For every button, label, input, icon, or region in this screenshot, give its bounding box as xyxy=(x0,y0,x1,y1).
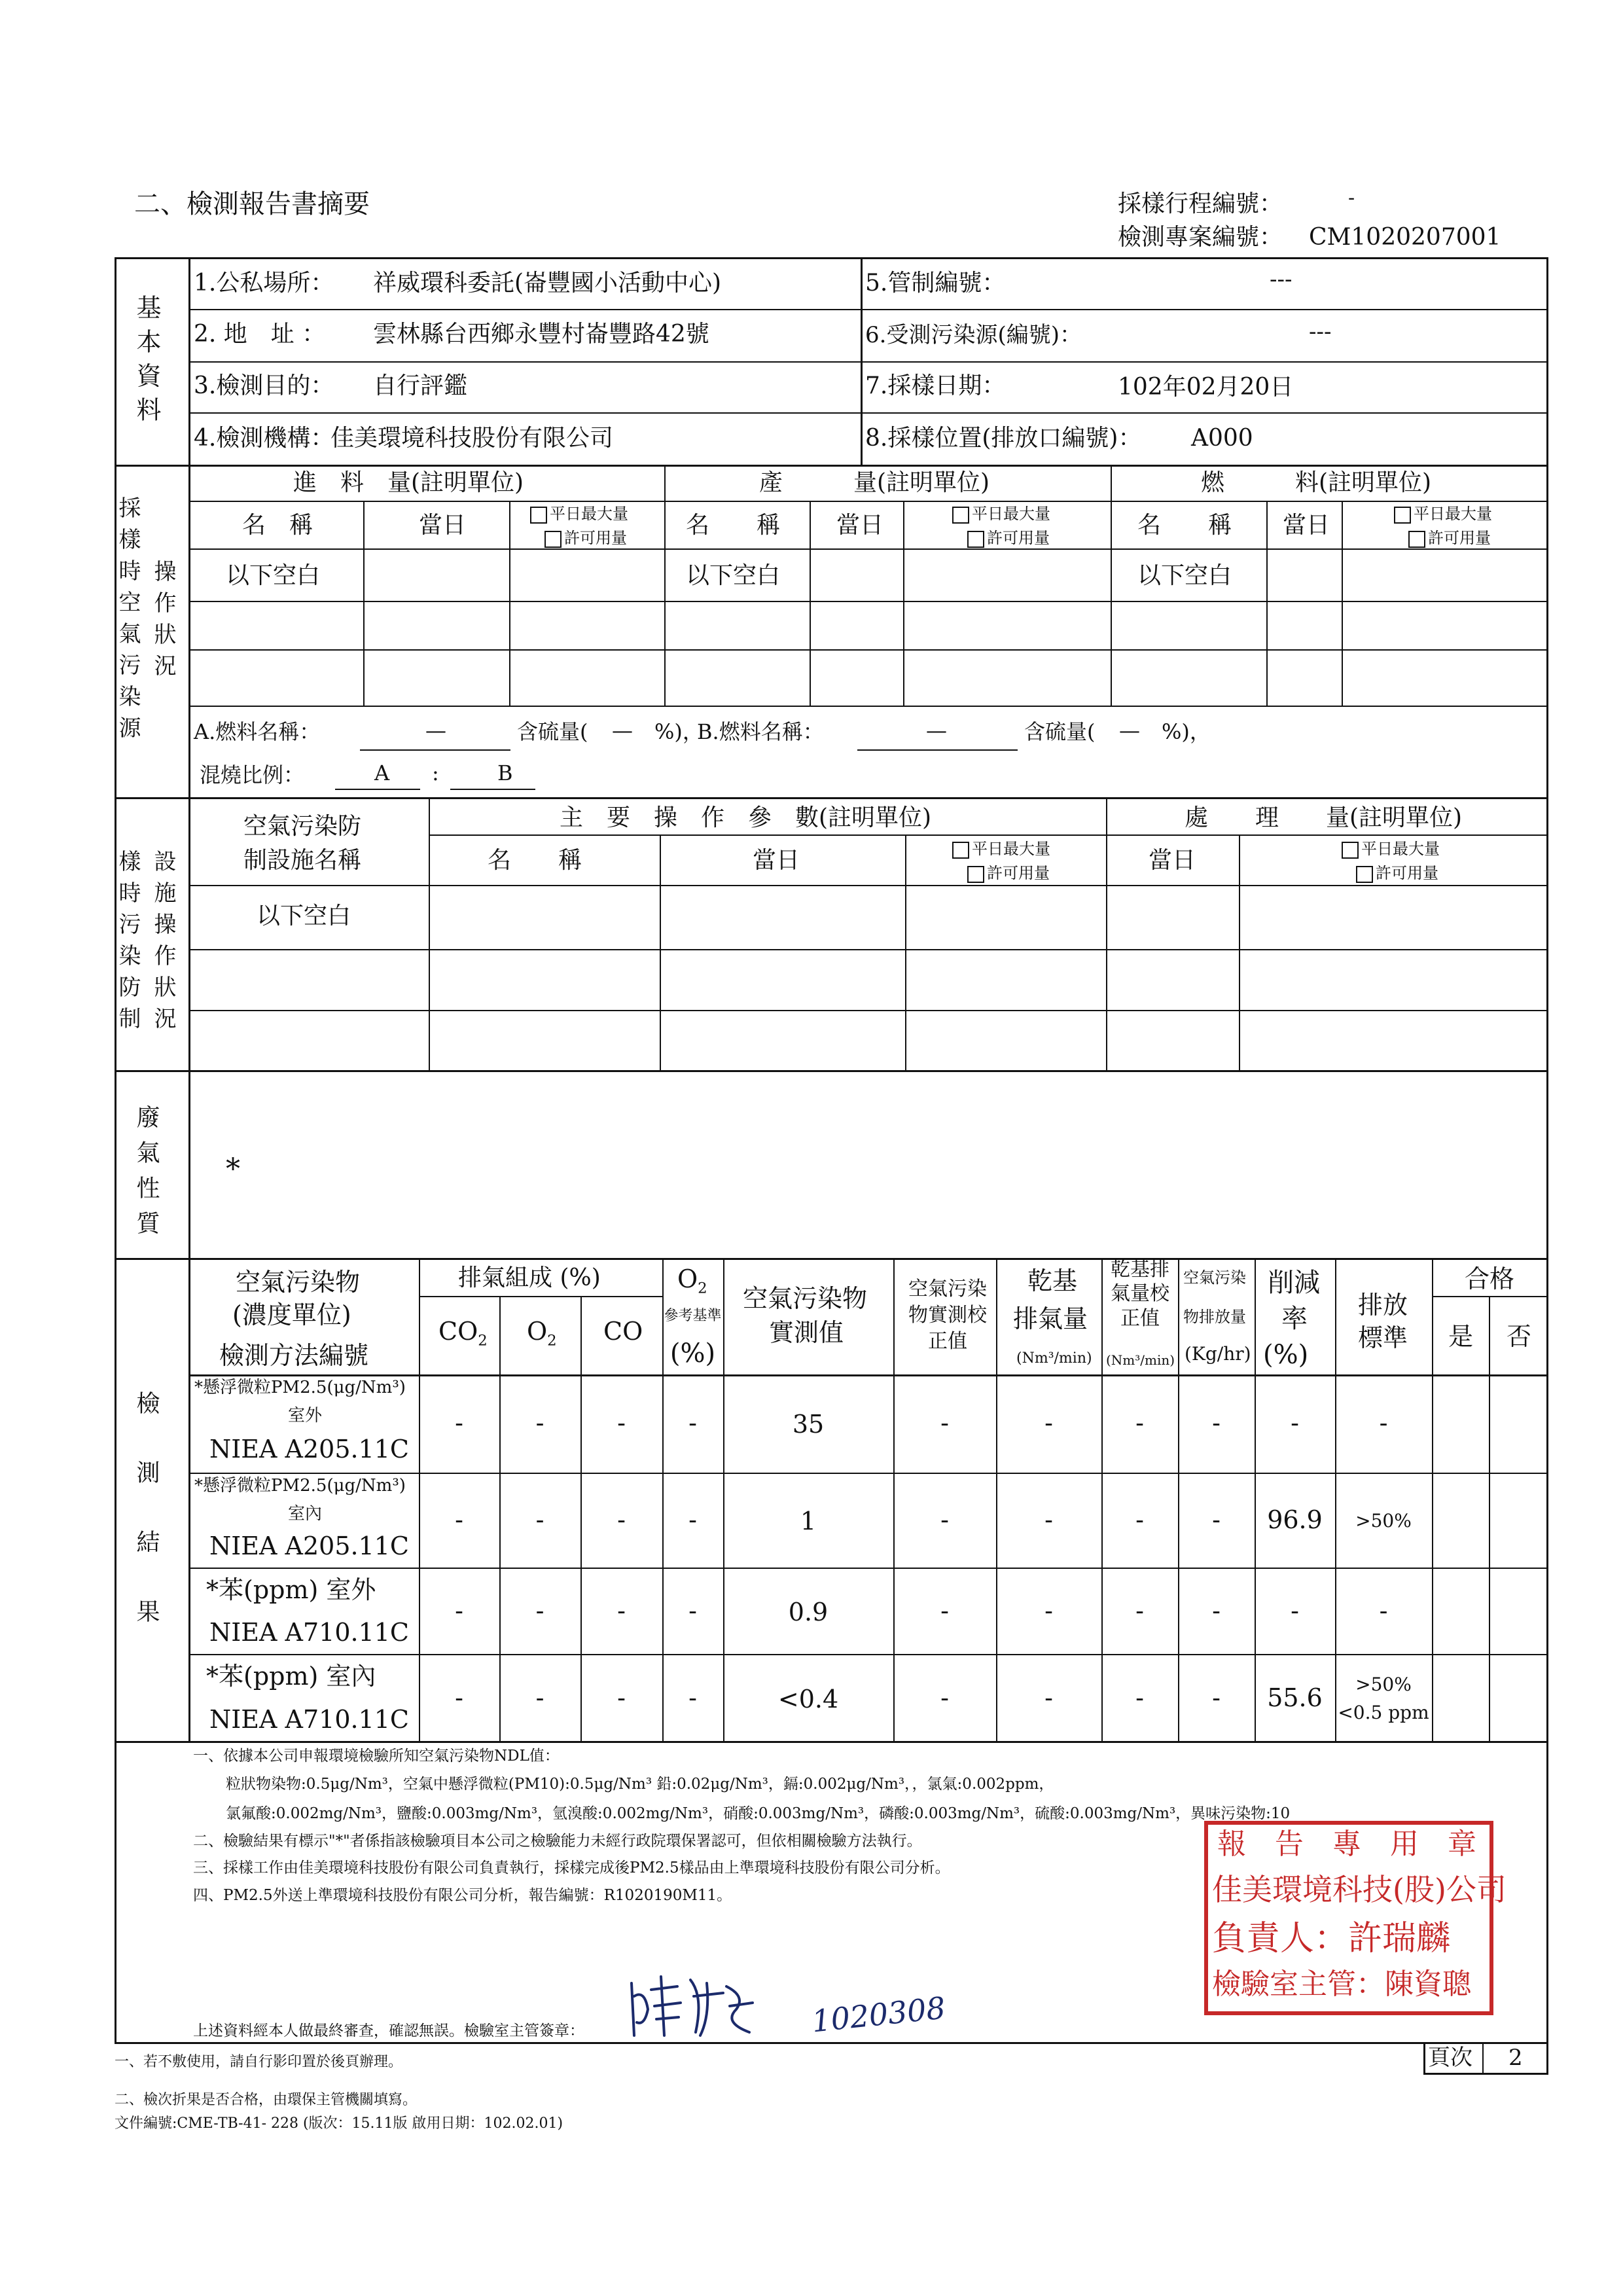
divider xyxy=(1111,465,1112,706)
dry-flow-corrected-header: 正值 xyxy=(1120,1307,1160,1330)
o2-reference-header: (%) xyxy=(669,1338,716,1369)
pollutant-header: 空氣污染物 xyxy=(236,1268,361,1297)
mix-ratio-colon: : xyxy=(432,761,439,785)
product-name-label: 名 稱 xyxy=(686,512,781,539)
divider xyxy=(1266,501,1268,706)
divider xyxy=(1335,1258,1336,1741)
corrected-header: 空氣污染 xyxy=(908,1278,987,1300)
divider xyxy=(1489,1296,1490,1741)
pass-header: 合格 xyxy=(1465,1265,1515,1293)
signature-scribble xyxy=(625,1970,821,2042)
measured-header: 空氣污染物 xyxy=(743,1284,868,1313)
corrected-header: 物實測校 xyxy=(908,1304,987,1327)
co-value: - xyxy=(617,1408,626,1437)
pollutant-name: *苯(ppm) 室內 xyxy=(206,1662,376,1691)
seal-line: 佳美環境科技(股)公司 xyxy=(1212,1872,1507,1907)
pollutant-header: (濃度單位) xyxy=(232,1300,351,1329)
basic-f7-label: 7.採樣日期： xyxy=(865,372,1006,399)
emission-rate-value: - xyxy=(1212,1683,1221,1712)
fuel-name-label: 名 稱 xyxy=(1137,512,1232,539)
divider xyxy=(188,1473,1546,1474)
operation-section-label: 採樣時空氣污染源 xyxy=(115,496,141,747)
fuel-a-value: — xyxy=(425,718,446,743)
emission-rate-header: (Kg/hr) xyxy=(1185,1343,1251,1365)
waste-gas-value: * xyxy=(226,1153,240,1186)
pollutant-location: 室內 xyxy=(288,1504,323,1524)
fuel-blank-note: 以下空白 xyxy=(1137,562,1232,589)
standard-value: - xyxy=(1379,1596,1388,1625)
emission-rate-value: - xyxy=(1212,1505,1221,1534)
o2-reference-value: - xyxy=(688,1408,697,1437)
basic-f1-label: 1.公私場所： xyxy=(194,270,334,296)
fuel-b-sulfur-unit: %)， xyxy=(1162,719,1211,744)
pass-yes-header: 是 xyxy=(1448,1322,1474,1351)
pass-no-header: 否 xyxy=(1507,1322,1532,1351)
mix-ratio-a: A xyxy=(374,761,390,785)
emission-rate-header: 空氣污染 xyxy=(1183,1268,1246,1287)
standard-value: >50% xyxy=(1355,1674,1412,1695)
divider xyxy=(429,797,430,1070)
checkbox-icon xyxy=(967,531,984,548)
corrected-value: - xyxy=(940,1408,949,1437)
basic-f3-label: 3.檢測目的： xyxy=(194,372,334,399)
feed-blank-note: 以下空白 xyxy=(226,562,321,589)
emission-rate-header: 物排放量 xyxy=(1183,1308,1246,1326)
divider xyxy=(115,797,1546,799)
co2-value: - xyxy=(455,1683,463,1712)
corrected-header: 正值 xyxy=(928,1330,967,1353)
checkbox-icon xyxy=(530,507,547,524)
product-header: 產 量(註明單位) xyxy=(759,469,990,496)
co-value: - xyxy=(617,1683,626,1712)
note-4: 四、PM2.5外送上準環境科技股份有限公司分析，報告編號：R1020190M11。 xyxy=(193,1887,732,1904)
fuel-max-daily: 平日最大量 xyxy=(1394,506,1492,524)
basic-f4-label: 4.檢測機構： xyxy=(194,425,334,452)
params-name-label: 名 稱 xyxy=(488,847,582,874)
seal-line: 報 告 專 用 章 xyxy=(1217,1827,1476,1861)
mix-ratio-b: B xyxy=(497,761,513,785)
co2-header: $CO_2$ xyxy=(438,1317,488,1350)
divider xyxy=(419,1296,662,1297)
divider xyxy=(810,501,811,706)
footer-note-2: 二、檢次折果是否合格，由環保主管機關填寫。 xyxy=(115,2092,418,2108)
checkbox-icon xyxy=(1394,507,1411,524)
reduction-value: - xyxy=(1291,1596,1299,1625)
emission-rate-value: - xyxy=(1212,1408,1221,1437)
basic-f5-label: 5.管制編號： xyxy=(865,270,1006,296)
waste-gas-section-label: 廢氣性質 xyxy=(133,1105,160,1246)
checkbox-icon xyxy=(1342,842,1359,859)
params-max-daily: 平日最大量 xyxy=(952,841,1050,859)
divider xyxy=(188,706,1546,707)
treatment-day-label: 當日 xyxy=(1149,847,1196,874)
reduction-header: 削減 xyxy=(1268,1268,1320,1298)
emission-rate-value: - xyxy=(1212,1596,1221,1625)
product-blank-note: 以下空白 xyxy=(686,562,781,589)
underline xyxy=(450,789,535,790)
method-code: NIEA A710.11C xyxy=(209,1705,410,1734)
o2-reference-value: - xyxy=(688,1505,697,1534)
o2-value: - xyxy=(535,1505,544,1534)
pollutant-name: *苯(ppm) 室外 xyxy=(206,1575,376,1604)
divider xyxy=(662,1258,664,1741)
divider xyxy=(1239,834,1240,1070)
feed-name-label: 名 稱 xyxy=(242,512,313,539)
dry-flow-value: - xyxy=(1044,1505,1053,1534)
pollutant-location: 室外 xyxy=(288,1406,323,1426)
divider xyxy=(905,834,906,1070)
facility-name-label: 空氣污染防 xyxy=(243,813,362,840)
mix-ratio-label: 混燒比例： xyxy=(200,762,305,787)
seal-line: 檢驗室主管：陳資聰 xyxy=(1212,1967,1471,2001)
dry-flow-value: - xyxy=(1044,1408,1053,1437)
params-permitted: 許可用量 xyxy=(967,865,1050,883)
note-3: 三、採樣工作由佳美環境科技股份有限公司負責執行，採樣完成後PM2.5樣品由上準環境科技股份有限公司分析。 xyxy=(193,1859,950,1876)
signature-label: 上述資料經本人做最終審查，確認無誤。檢驗室主管簽章： xyxy=(193,2022,584,2039)
basic-f2-value: 雲林縣台西鄉永豐村崙豐路42號 xyxy=(373,321,709,348)
basic-f1-value: 祥威環科委託(崙豐國小活動中心) xyxy=(373,270,722,296)
divider xyxy=(660,834,661,1070)
sampling-schedule-label: 採樣行程編號： xyxy=(1118,190,1283,217)
o2-reference-header: 參考基準 xyxy=(664,1308,722,1324)
method-code: NIEA A710.11C xyxy=(209,1618,410,1647)
divider xyxy=(188,1654,1546,1655)
dry-flow-value: - xyxy=(1044,1683,1053,1712)
control-section-label: 樣時污染防制 xyxy=(115,850,141,1038)
note-1b: 氯氟酸:0.002mg/Nm³，鹽酸:0.003mg/Nm³，氫溴酸:0.002mg/Nm³，硝酸:0.003mg/Nm³，磷酸:0.003mg/Nm³，硫酸:0.003mg/Nm³，異味污染物:10 xyxy=(226,1805,1291,1822)
report-title: 二、檢測報告書摘要 xyxy=(134,189,370,219)
divider xyxy=(188,1374,1546,1376)
params-day-label: 當日 xyxy=(753,847,800,874)
divider xyxy=(188,885,1546,886)
method-code: NIEA A205.11C xyxy=(209,1532,410,1560)
dry-flow-corrected-header: 氣量校 xyxy=(1111,1282,1169,1305)
standard-header: 排放 xyxy=(1358,1291,1408,1319)
seal-line: 負責人：許瑞麟 xyxy=(1212,1919,1451,1958)
measured-value: <0.4 xyxy=(777,1685,839,1713)
fuel-a-sulfur-value: — xyxy=(612,718,633,743)
divider xyxy=(429,834,1546,836)
divider xyxy=(1101,1258,1103,1741)
divider xyxy=(115,1070,1546,1072)
basic-section-label: 基本資料 xyxy=(132,295,161,431)
divider xyxy=(1106,797,1107,1070)
o2-reference-value: - xyxy=(688,1596,697,1625)
underline xyxy=(857,749,1018,751)
fuel-b-label: B.燃料名稱： xyxy=(697,719,824,744)
pollutant-name: *懸浮微粒PM2.5(μg/Nm³) xyxy=(194,1476,406,1496)
fuel-a-sulfur-label: 含硫量( xyxy=(517,719,588,744)
dry-flow-header: (Nm³/min) xyxy=(1016,1350,1092,1367)
basic-f6-value: --- xyxy=(1309,319,1332,345)
fuel-a-sulfur-unit: %)， xyxy=(654,719,704,744)
signature-date: 1020308 xyxy=(810,1990,948,2039)
control-section-label: 設施操作狀況 xyxy=(150,850,176,1038)
measured-value: 0.9 xyxy=(788,1598,829,1626)
divider xyxy=(509,501,510,706)
dry-flow-corrected-value: - xyxy=(1135,1505,1144,1534)
project-number-label: 檢測專案編號： xyxy=(1118,224,1283,251)
o2-reference-header: $O_2$ xyxy=(677,1265,707,1297)
checkbox-icon xyxy=(952,507,969,524)
control-blank-note: 以下空白 xyxy=(257,903,351,929)
fuel-permitted: 許可用量 xyxy=(1408,530,1491,548)
standard-value: >50% xyxy=(1355,1510,1412,1532)
pollutant-header: 檢測方法編號 xyxy=(219,1341,369,1370)
divider xyxy=(115,1258,1546,1260)
page-number-value: 2 xyxy=(1508,2045,1523,2071)
dry-flow-header: 排氣量 xyxy=(1013,1304,1088,1333)
measured-value: 35 xyxy=(792,1410,825,1439)
co-header: CO xyxy=(603,1317,643,1346)
fuel-b-sulfur-value: — xyxy=(1119,718,1140,743)
footer-note-1: 一、若不敷使用，請自行影印置於後頁辦理。 xyxy=(115,2054,403,2070)
co2-value: - xyxy=(455,1596,463,1625)
basic-f4-value: 佳美環境科技股份有限公司 xyxy=(330,425,614,452)
dry-flow-corrected-value: - xyxy=(1135,1408,1144,1437)
fuel-day-label: 當日 xyxy=(1283,512,1330,539)
results-section-label: 檢測結果 xyxy=(133,1391,160,1668)
divider xyxy=(1482,2042,1484,2073)
standard-header: 標準 xyxy=(1358,1323,1408,1352)
o2-header: $O_2$ xyxy=(527,1317,557,1350)
method-code: NIEA A205.11C xyxy=(209,1435,410,1463)
dry-flow-corrected-header: (Nm³/min) xyxy=(1106,1352,1175,1368)
note-2: 二、檢驗結果有標示"*"者係指該檢驗項目本公司之檢驗能力未經行政院環保署認可，但依相關檢驗方法執行。 xyxy=(193,1833,922,1850)
underline xyxy=(360,749,510,751)
reduction-header: (%) xyxy=(1263,1340,1309,1370)
feed-permitted: 許可用量 xyxy=(544,530,627,548)
divider xyxy=(115,1741,1546,1743)
checkbox-icon xyxy=(1356,866,1373,883)
divider xyxy=(1432,1258,1433,1741)
divider xyxy=(419,1258,420,1741)
co2-value: - xyxy=(455,1408,463,1437)
basic-f7-value: 102年02月20日 xyxy=(1118,374,1294,401)
divider xyxy=(188,1568,1546,1569)
pollutant-name: *懸浮微粒PM2.5(μg/Nm³) xyxy=(194,1378,406,1397)
dry-flow-header: 乾基 xyxy=(1027,1266,1078,1295)
corrected-value: - xyxy=(940,1596,949,1625)
divider xyxy=(996,1258,997,1741)
reduction-value: - xyxy=(1291,1408,1299,1437)
project-number-value: CM1020207001 xyxy=(1309,224,1501,251)
basic-f6-label: 6.受測污染源(編號)： xyxy=(865,322,1082,348)
co-value: - xyxy=(617,1596,626,1625)
report-seal xyxy=(1204,1821,1507,2015)
product-permitted: 許可用量 xyxy=(967,530,1050,548)
divider xyxy=(188,412,1546,414)
co2-value: - xyxy=(455,1505,463,1534)
feed-header: 進 料 量(註明單位) xyxy=(293,469,524,496)
standard-value-secondary: <0.5 ppm xyxy=(1338,1702,1429,1723)
dry-flow-corrected-header: 乾基排 xyxy=(1111,1258,1169,1281)
divider xyxy=(1255,1258,1256,1741)
o2-value: - xyxy=(535,1683,544,1712)
basic-f8-label: 8.採樣位置(排放口編號)： xyxy=(865,425,1142,452)
measured-value: 1 xyxy=(800,1507,817,1535)
checkbox-icon xyxy=(1408,531,1425,548)
sampling-schedule-value: - xyxy=(1348,187,1355,209)
treatment-header: 處 理 量(註明單位) xyxy=(1185,804,1463,831)
o2-value: - xyxy=(535,1596,544,1625)
basic-f5-value: --- xyxy=(1270,266,1293,293)
divider xyxy=(188,361,1546,363)
operation-section-label: 操作狀況 xyxy=(150,560,176,685)
reduction-value: 55.6 xyxy=(1267,1683,1323,1712)
underline xyxy=(335,789,420,790)
feed-max-daily: 平日最大量 xyxy=(530,506,628,524)
co-value: - xyxy=(617,1505,626,1534)
divider xyxy=(188,309,1546,310)
dry-flow-corrected-value: - xyxy=(1135,1596,1144,1625)
note-1a: 粒狀物染物:0.5μg/Nm³，空氣中懸浮微粒(PM10):0.5μg/Nm³ 鉛:0.02μg/Nm³，鎘:0.002μg/Nm³，，氯氣:0.002ppm， xyxy=(226,1776,1054,1793)
standard-value: - xyxy=(1379,1408,1388,1437)
dry-flow-corrected-value: - xyxy=(1135,1683,1144,1712)
checkbox-icon xyxy=(952,842,969,859)
divider xyxy=(893,1258,895,1741)
product-day-label: 當日 xyxy=(836,512,884,539)
fuel-b-value: — xyxy=(926,718,947,743)
note-1: 一、依據本公司申報環境檢驗所知空氣污染物NDL值： xyxy=(193,1748,560,1765)
facility-name-label: 制設施名稱 xyxy=(243,847,362,874)
divider xyxy=(188,949,1546,950)
treatment-permitted: 許可用量 xyxy=(1356,865,1438,883)
treatment-max-daily: 平日最大量 xyxy=(1342,841,1440,859)
divider xyxy=(723,1258,724,1741)
divider xyxy=(188,257,190,1741)
basic-f8-value: A000 xyxy=(1191,425,1253,452)
measured-header: 實測值 xyxy=(769,1318,844,1347)
fuel-b-sulfur-label: 含硫量( xyxy=(1024,719,1096,744)
dry-flow-value: - xyxy=(1044,1596,1053,1625)
divider xyxy=(903,501,904,706)
page-number-label: 頁次 xyxy=(1428,2045,1472,2071)
corrected-value: - xyxy=(940,1505,949,1534)
divider xyxy=(1178,1258,1179,1741)
divider xyxy=(1342,501,1343,706)
footer-document-number: 文件編號:CME-TB-41- 228 (版次：15.11版 啟用日期：102.02.01) xyxy=(115,2115,563,2132)
o2-reference-value: - xyxy=(688,1683,697,1712)
divider xyxy=(115,465,1546,467)
params-header: 主 要 操 作 參 數(註明單位) xyxy=(560,804,932,831)
divider xyxy=(363,501,365,706)
basic-f3-value: 自行評鑑 xyxy=(373,372,468,399)
reduction-value: 96.9 xyxy=(1267,1505,1323,1534)
divider xyxy=(664,465,666,706)
basic-f2-label: 2. 地 址 ： xyxy=(194,321,326,348)
divider xyxy=(188,1010,1546,1011)
corrected-value: - xyxy=(940,1683,949,1712)
exhaust-composition-header: 排氣組成 (%) xyxy=(458,1265,601,1291)
feed-day-label: 當日 xyxy=(419,512,467,539)
checkbox-icon xyxy=(967,866,984,883)
fuel-a-label: A.燃料名稱： xyxy=(194,719,321,744)
o2-value: - xyxy=(535,1408,544,1437)
product-max-daily: 平日最大量 xyxy=(952,506,1050,524)
fuel-header: 燃 料(註明單位) xyxy=(1201,469,1432,496)
checkbox-icon xyxy=(544,531,562,548)
reduction-header: 率 xyxy=(1281,1304,1308,1334)
